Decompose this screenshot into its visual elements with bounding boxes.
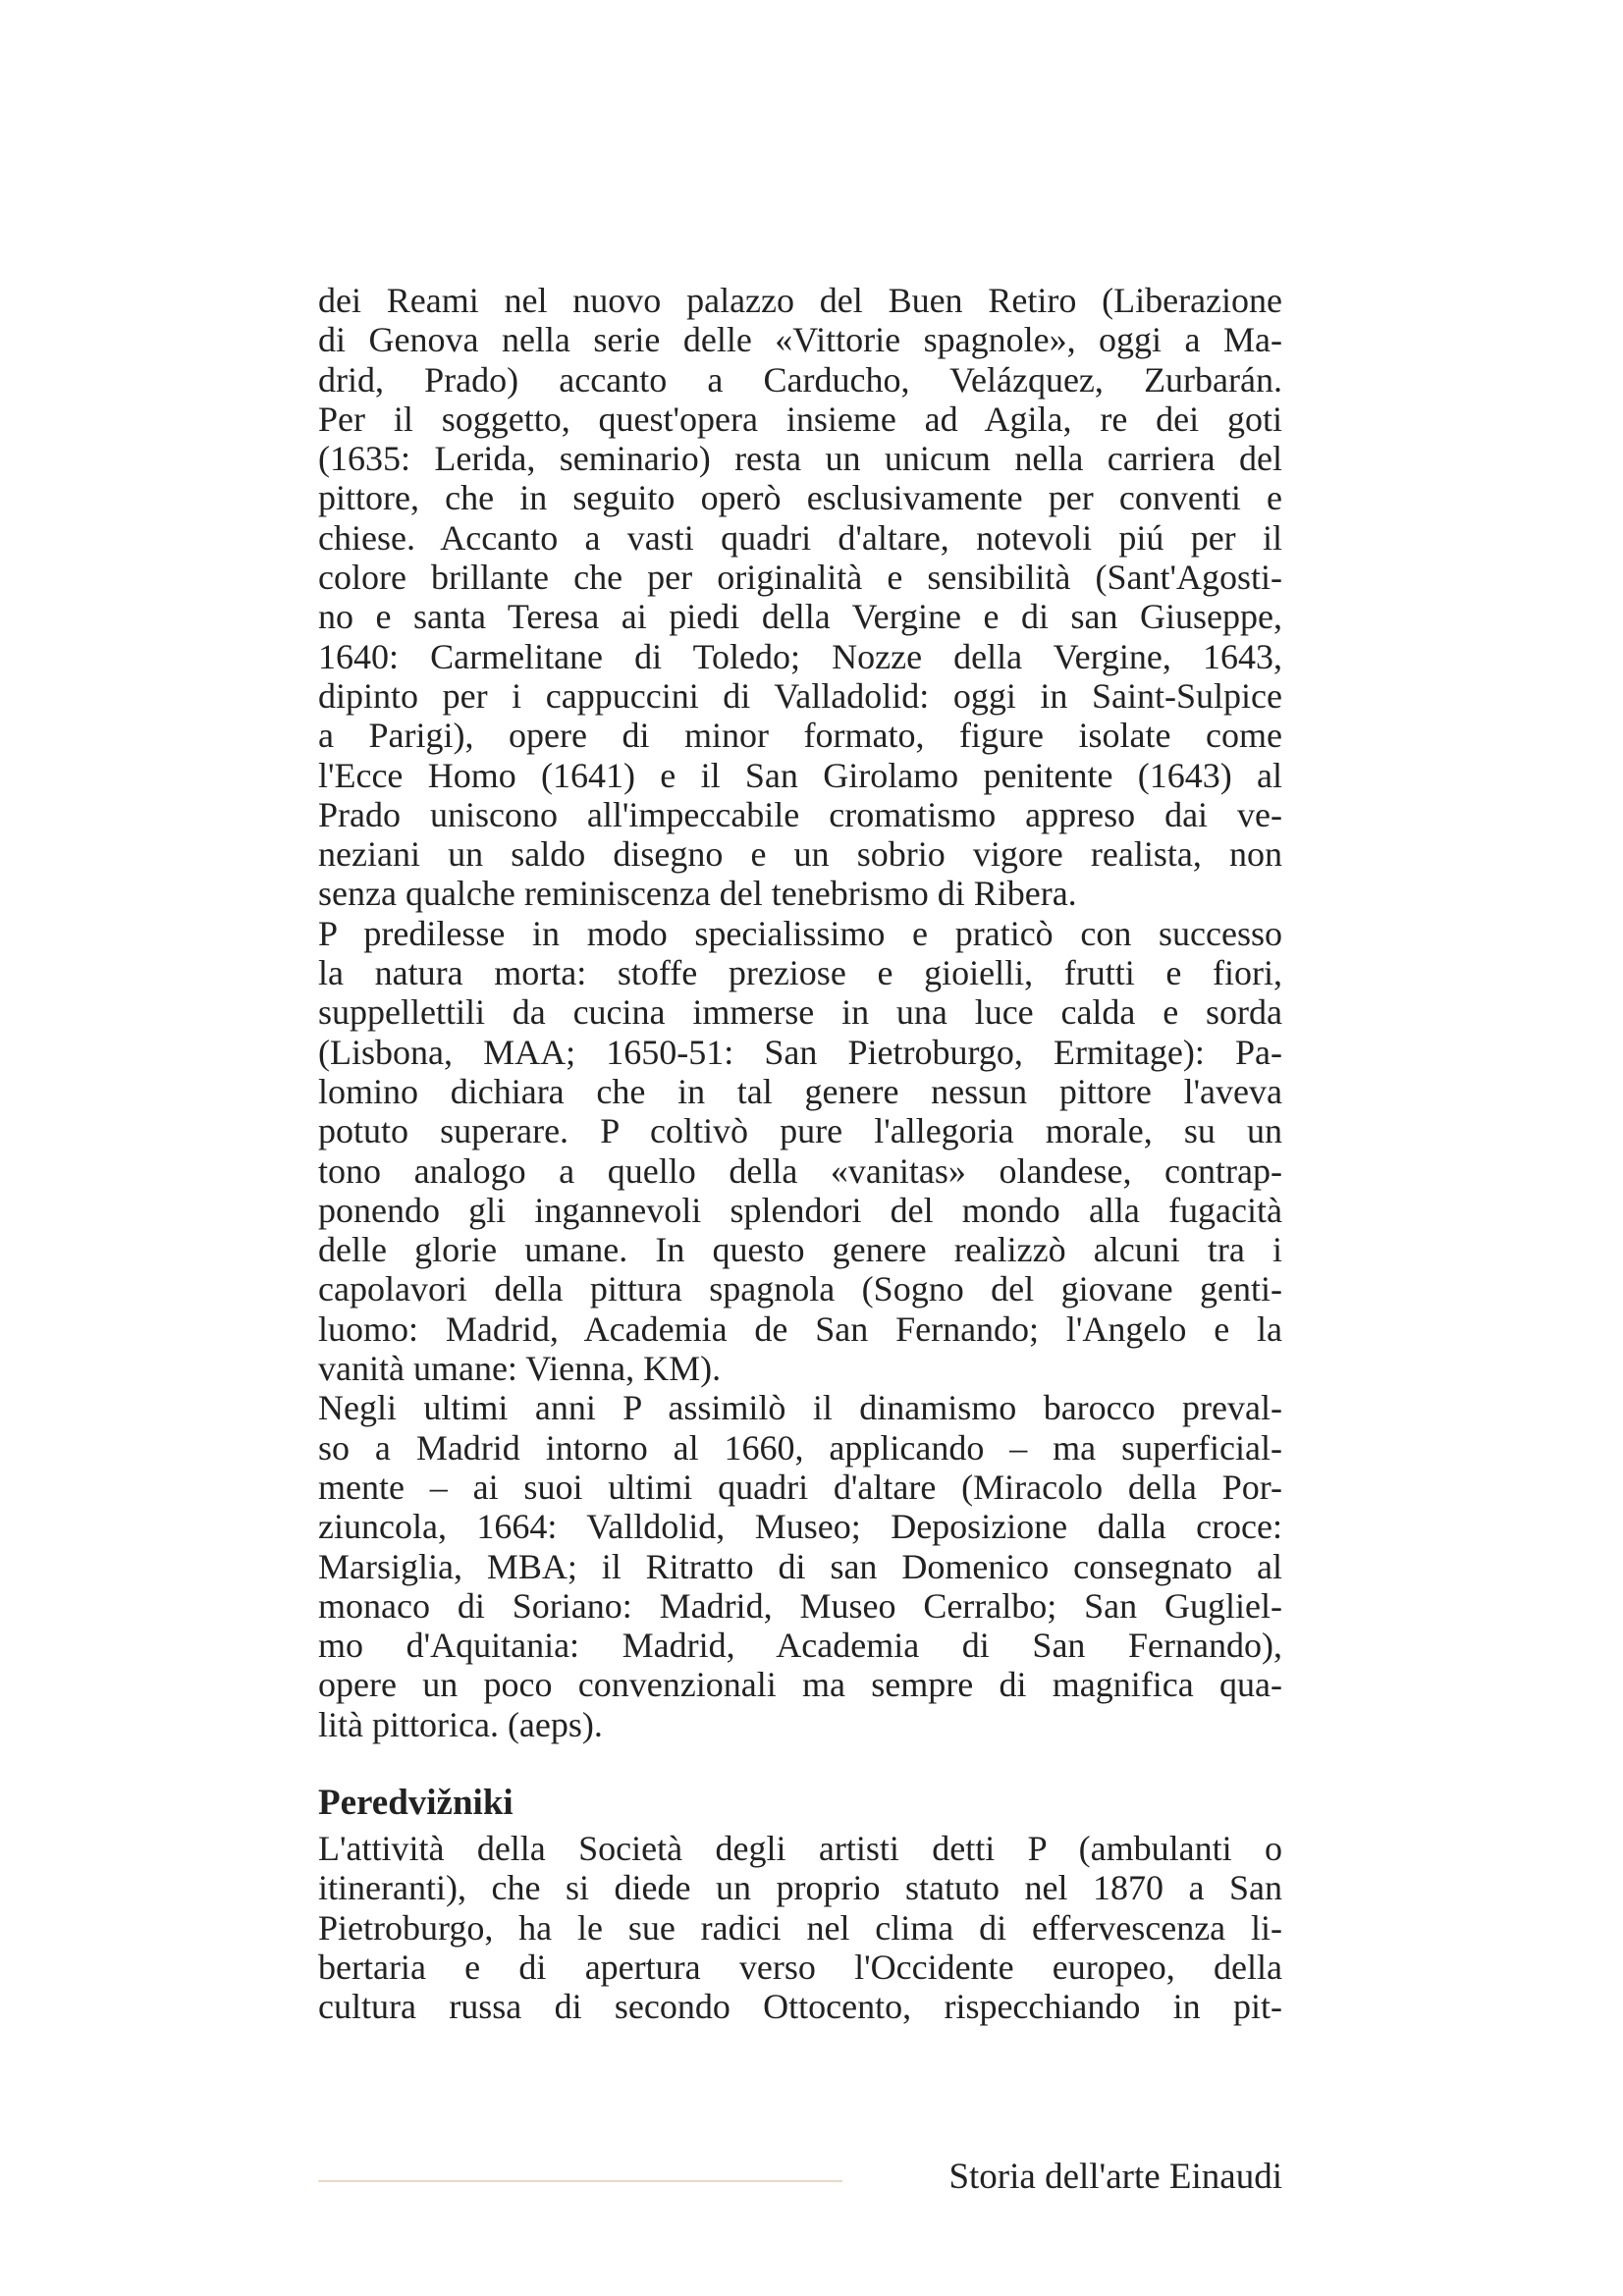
text-line: colore brillante che per originalità e sensibilità (Sant'Agosti-: [318, 558, 1282, 598]
text-line: pittore, che in seguito operò esclusivamente per conventi e: [318, 478, 1282, 518]
text-line: Prado uniscono all'impeccabile cromatismo appreso dai ve-: [318, 794, 1282, 834]
text-line: Marsiglia, MBA; il Ritratto di san Domenico consegnato al: [318, 1546, 1282, 1586]
text-line: Pietroburgo, ha le sue radici nel clima di effervescenza li-: [318, 1907, 1282, 1948]
text-line: so a Madrid intorno al 1660, applicando – ma superficial-: [318, 1427, 1282, 1468]
text-line: senza qualche reminiscenza del tenebrismo di Ribera.: [318, 874, 1077, 914]
text-line: l'Ecce Homo (1641) e il San Girolamo penitente (1643) al: [318, 755, 1282, 795]
text-line: drid, Prado) accanto a Carducho, Velázquez, Zurbarán.: [318, 359, 1282, 400]
text-line: (Lisbona, MAA; 1650-51: San Pietroburgo, Ermitage): Pa-: [318, 1032, 1282, 1072]
text-line: mente – ai suoi ultimi quadri d'altare (Miracolo della Por-: [318, 1467, 1282, 1507]
paragraph-3: [318, 1388, 1282, 1744]
paragraph-1: [318, 281, 1282, 914]
text-line: potuto superare. P coltivò pure l'allegoria morale, su un: [318, 1111, 1282, 1151]
text-line: Per il soggetto, quest'opera insieme ad Agila, re dei goti: [318, 399, 1282, 439]
text-line: dei Reami nel nuovo palazzo del Buen Retiro (Liberazione: [318, 281, 1282, 320]
text-line: Negli ultimi anni P assimilò il dinamismo barocco preval-: [318, 1388, 1282, 1428]
text-line: ziuncola, 1664: Valldolid, Museo; Deposizione dalla croce:: [318, 1507, 1282, 1547]
text-line: opere un poco convenzionali ma sempre di magnifica qua-: [318, 1665, 1282, 1705]
text-line: vanità umane: Vienna, KM).: [318, 1349, 722, 1389]
text-line: bertaria e di apertura verso l'Occidente europeo, della: [318, 1947, 1282, 1987]
text-line: L'attività della Società degli artisti detti P (ambulanti o: [318, 1828, 1282, 1868]
paragraph-2: [318, 914, 1282, 1389]
text-line: di Genova nella serie delle «Vittorie spagnole», oggi a Ma-: [318, 320, 1282, 360]
text-line: 1640: Carmelitane di Toledo; Nozze della Vergine, 1643,: [318, 636, 1282, 676]
text-line: cultura russa di secondo Ottocento, rispecchiando in pit-: [318, 1987, 1282, 2027]
text-line: itineranti), che si diede un proprio statuto nel 1870 a San: [318, 1868, 1282, 1908]
text-line: delle glorie umane. In questo genere realizzò alcuni tra i: [318, 1230, 1282, 1270]
text-line: chiese. Accanto a vasti quadri d'altare, notevoli piú per il: [318, 517, 1282, 558]
text-line: lità pittorica. (aeps).: [318, 1704, 603, 1744]
text-line: lomino dichiara che in tal genere nessun pittore l'aveva: [318, 1071, 1282, 1111]
footer-rule: [318, 2180, 842, 2182]
paragraph-4: [318, 1829, 1282, 2026]
text-line: suppellettili da cucina immerse in una luce calda e sorda: [318, 992, 1282, 1033]
text-line: ponendo gli ingannevoli splendori del mondo alla fugacità: [318, 1190, 1282, 1230]
text-line: a Parigi), opere di minor formato, figure isolate come: [318, 716, 1282, 756]
text-line: neziani un saldo disegno e un sobrio vigore realista, non: [318, 834, 1282, 875]
text-line: la natura morta: stoffe preziose e gioielli, frutti e fiori,: [318, 953, 1282, 993]
footer-title: Storia dell'arte Einaudi: [948, 2157, 1282, 2197]
text-line: mo d'Aquitania: Madrid, Academia di San Fernando),: [318, 1626, 1282, 1666]
text-line: monaco di Soriano: Madrid, Museo Cerralbo; San Gugliel-: [318, 1585, 1282, 1626]
text-line: dipinto per i cappuccini di Valladolid: oggi in Saint-Sulpice: [318, 675, 1282, 716]
article-body: [318, 281, 1282, 2026]
text-line: (1635: Lerida, seminario) resta un unicum nella carriera del: [318, 439, 1282, 479]
text-line: P predilesse in modo specialissimo e praticò con successo: [318, 913, 1282, 953]
entry-heading: Peredvižniki: [318, 1782, 514, 1823]
text-line: no e santa Teresa ai piedi della Vergine e di san Giuseppe,: [318, 597, 1282, 637]
text-line: tono analogo a quello della «vanitas» olandese, contrap-: [318, 1150, 1282, 1191]
text-line: luomo: Madrid, Academia de San Fernando; l'Angelo e la: [318, 1308, 1282, 1349]
text-line: capolavori della pittura spagnola (Sogno del giovane genti-: [318, 1269, 1282, 1309]
